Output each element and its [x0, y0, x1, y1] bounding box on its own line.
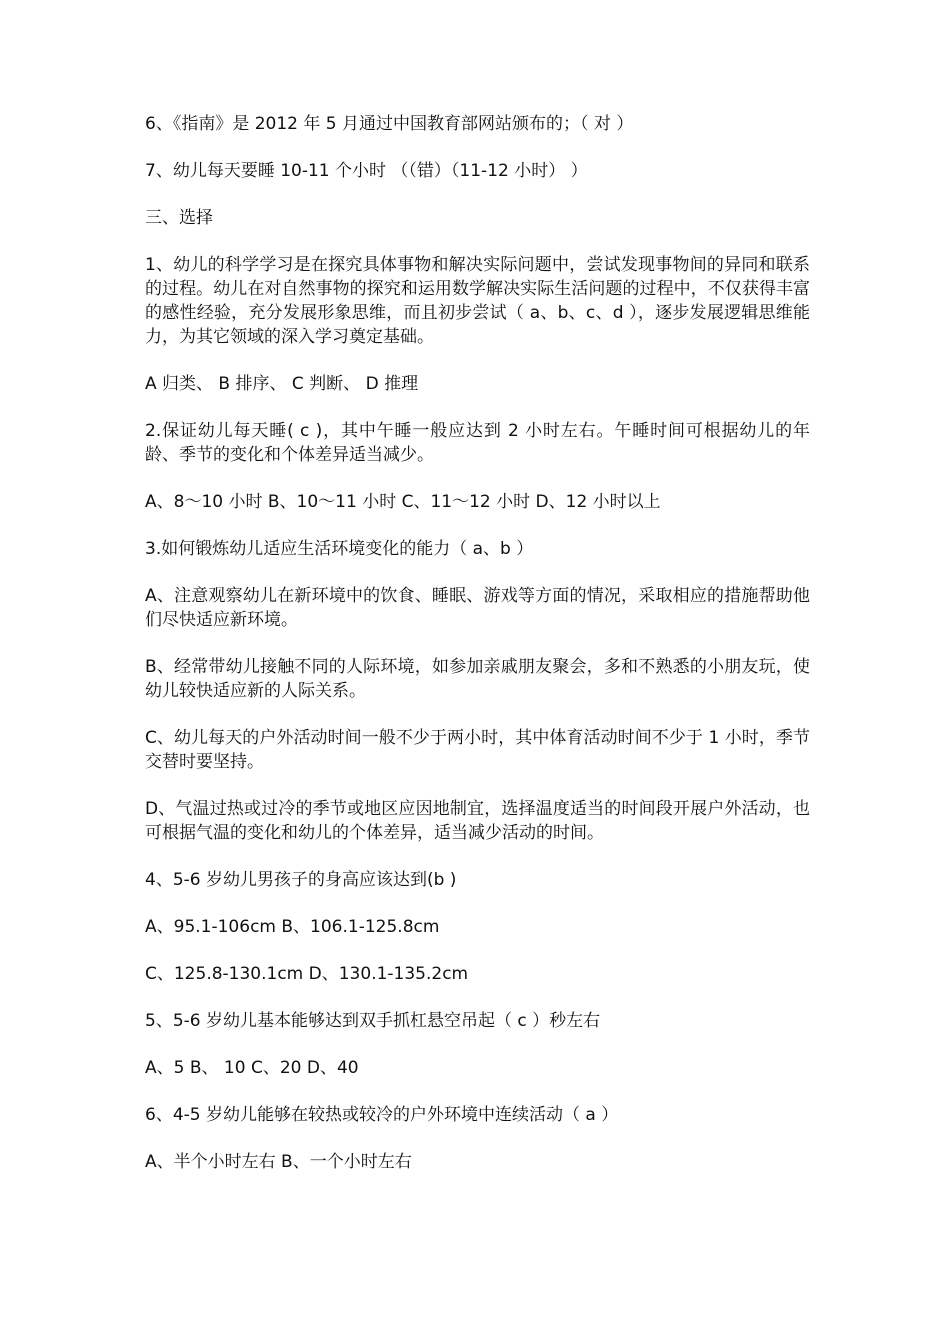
question-3-option-a: A、注意观察幼儿在新环境中的饮食、睡眠、游戏等方面的情况，采取相应的措施帮助他们尽快适应新环境。 [145, 586, 810, 630]
question-4-options-cd: C、125.8-130.1cm D、130.1-135.2cm [145, 964, 469, 984]
paragraph-true-false-6: 6、《指南》是 2012 年 5 月通过中国教育部网站颁布的；（ 对 ） [145, 114, 634, 134]
question-6-options: A、半个小时左右 B、一个小时左右 [145, 1152, 412, 1172]
question-5: 5、5-6 岁幼儿基本能够达到双手抓杠悬空吊起（ c ）秒左右 [145, 1011, 601, 1031]
question-3-option-d: D、气温过热或过冷的季节或地区应因地制宜，选择温度适当的时间段开展户外活动，也可根据气温的变化和幼儿的个体差异，适当减少活动的时间。 [145, 799, 810, 843]
question-1: 1、幼儿的科学学习是在探究具体事物和解决实际问题中，尝试发现事物间的异同和联系的过程。幼儿在对自然事物的探究和运用数学解决实际生活问题的过程中，不仅获得丰富的感性经验，充分发展形象思维，而且初步尝试（ a、b、c、d ），逐步发展逻辑思维能力，为其它领域的深入学习奠定基础。 [145, 255, 810, 347]
question-5-options: A、5 B、 10 C、20 D、40 [145, 1058, 359, 1078]
question-6: 6、4-5 岁幼儿能够在较热或较冷的户外环境中连续活动（ a ） [145, 1105, 619, 1125]
question-3-option-b: B、经常带幼儿接触不同的人际环境，如参加亲戚朋友聚会，多和不熟悉的小朋友玩，使幼儿较快适应新的人际关系。 [145, 657, 810, 701]
document-body [145, 112, 810, 1197]
question-3-option-c: C、幼儿每天的户外活动时间一般不少于两小时，其中体育活动时间不少于 1 小时，季节交替时要坚持。 [145, 728, 810, 772]
section-heading-choice: 三、选择 [145, 208, 213, 228]
question-4: 4、5-6 岁幼儿男孩子的身高应该达到(b ) [145, 870, 457, 890]
question-1-options: A 归类、 B 排序、 C 判断、 D 推理 [145, 374, 419, 394]
question-4-options-ab: A、95.1-106cm B、106.1-125.8cm [145, 917, 440, 937]
question-2: 2.保证幼儿每天睡( c )，其中午睡一般应达到 2 小时左右。午睡时间可根据幼儿的年龄、季节的变化和个体差异适当减少。 [145, 421, 810, 465]
paragraph-true-false-7: 7、幼儿每天要睡 10-11 个小时 （（错）（11-12 小时） ） [145, 161, 588, 181]
question-2-options: A、8～10 小时 B、10～11 小时 C、11～12 小时 D、12 小时以上 [145, 492, 661, 512]
question-3: 3.如何锻炼幼儿适应生活环境变化的能力（ a、b ） [145, 539, 534, 559]
